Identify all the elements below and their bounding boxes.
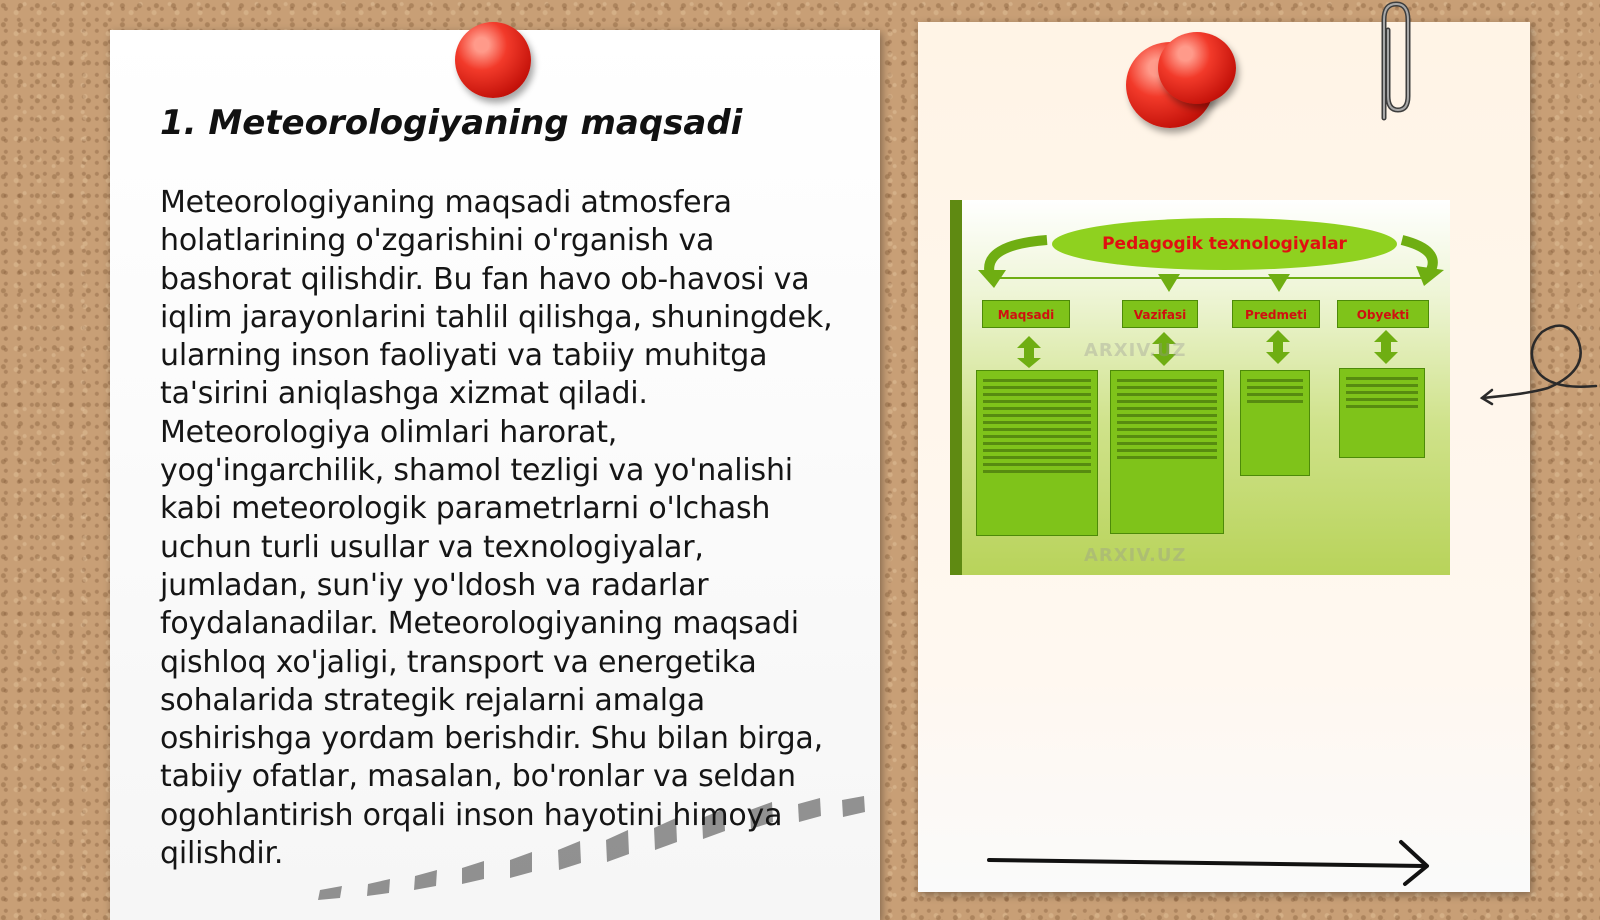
diagram-title: Pedagogik texnologiyalar xyxy=(1052,218,1397,270)
slide-title: 1. Meteorologiyaning maqsadi xyxy=(160,103,743,143)
diagram-watermark: ARXIV.UZ xyxy=(1084,545,1187,566)
pedagogical-technology-diagram xyxy=(950,200,1450,575)
diagram-box-maqsadi xyxy=(976,370,1098,536)
curl-arrow-icon xyxy=(1478,310,1600,410)
diagram-header-maqsadi: Maqsadi xyxy=(982,300,1070,328)
diagram-box-predmeti xyxy=(1240,370,1310,476)
diagram-header-obyekti: Obyekti xyxy=(1337,300,1429,328)
paperclip-icon xyxy=(1370,0,1420,125)
diagram-header-predmeti: Predmeti xyxy=(1232,300,1320,328)
diagram-header-vazifasi: Vazifasi xyxy=(1122,300,1198,328)
arrow-right-icon xyxy=(985,838,1445,888)
diagram-watermark: ARXIV.UZ xyxy=(1084,340,1187,361)
body-paragraph: Meteorologiyaning maqsadi atmosfera holatlarining o'zgarishini o'rganish va bashorat qilishdir. Bu fan havo ob-havosi va iqlim jarayonlarini tahlil qilishga, shuningdek, ularning inson faoliyati va tabiiy muhitga ta'sirini aniqlashga xizmat qiladi. Meteorologiya olimlari harorat, yog'ingarchilik, shamol tezligi va yo'nalishi kabi meteorologik parametrlarni o'lchash uchun turli usullar va texnologiyalar, jumladan, sun'iy yo'ldosh va radarlar foydalanadilar. Meteorologiyaning maqsadi qishloq xo'jaligi, transport va energetika sohalarida strategik rejalarni amalga oshirishga yordam berishdir. Shu bilan birga, tabiiy ofatlar, masalan, bo'ronlar va seldan ogohlantirish orqali inson hayotini himoya qilishdir. xyxy=(160,185,833,872)
diagram-box-vazifasi xyxy=(1110,370,1224,534)
pushpin-icon xyxy=(455,22,531,98)
pushpin-icon xyxy=(1158,32,1236,104)
diagram-box-obyekti xyxy=(1339,368,1425,458)
